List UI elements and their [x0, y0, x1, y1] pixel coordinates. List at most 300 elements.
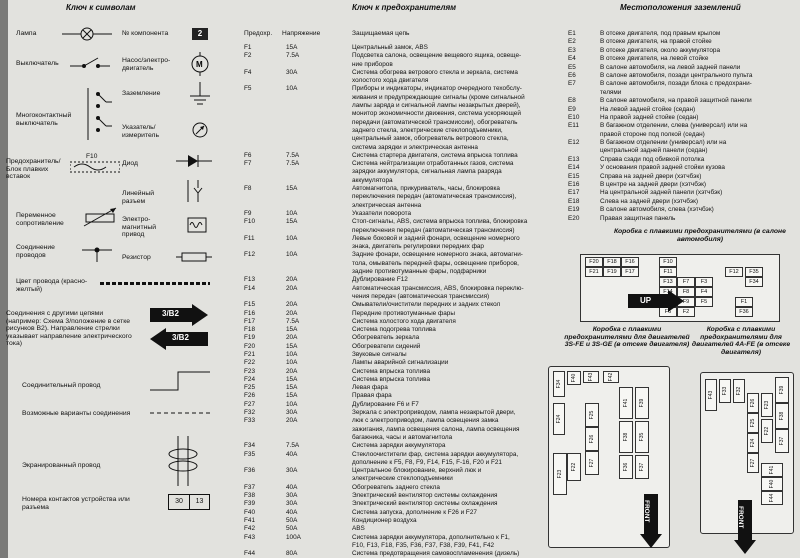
cabin-fuse-cell: F20 — [585, 257, 603, 267]
fuse-amperage — [286, 293, 326, 301]
fuse-circuit: Омыватели/очистители передних и задних стекол — [352, 301, 501, 309]
cabin-fuse-cell: F19 — [603, 267, 621, 277]
fuse-circuit: центральный замок, обогреватель ветрового стекла, — [352, 135, 509, 143]
ground-id: E20 — [568, 214, 580, 222]
fuse-circuit: заднего стекла, электрические стеклоподъемники, — [352, 126, 503, 134]
fuse-id: F39 — [244, 500, 256, 508]
engine1-fuse-cell — [553, 453, 567, 495]
fuse-id: F10 — [244, 218, 256, 226]
cabin-fuse-cell: F1 — [735, 297, 753, 307]
fuse-amperage — [286, 135, 326, 143]
fuse-amperage: 50A — [286, 516, 298, 524]
pin-numbers-label: Номера контактов устройства или разъема — [22, 496, 130, 511]
fuse-amperage: 10A — [286, 234, 298, 242]
ground-id: E17 — [568, 189, 580, 197]
fuse-circuit: Приборы и индикаторы, индикатор очередного техобслу- — [352, 85, 522, 93]
fuse-id — [244, 227, 280, 235]
fuse-id: F20 — [244, 342, 256, 350]
fuse-circuit: Дублирование F12 — [352, 276, 408, 284]
ground-location: Правая защитная панель — [600, 214, 676, 222]
fuse-amperage — [286, 542, 326, 550]
fuse-amperage: 15A — [286, 384, 298, 392]
shielded-wire-icon — [166, 436, 202, 486]
cabin-fuse-cell: F5 — [695, 297, 713, 307]
diode-icon — [176, 152, 212, 170]
fuse-amperage: 40A — [286, 508, 298, 516]
fuse-amperage — [286, 61, 326, 69]
fuse-id: F14 — [244, 284, 256, 292]
fuse-circuit: Электрический вентилятор системы охлаждения — [352, 492, 498, 500]
fuse-circuit: Система зарядки аккумулятора, дополнительно к F1, — [352, 533, 510, 541]
circuit-link-label: Соединения с другими цепями (например: Схема 3/положение в сетке рисунков В2). Направление стрелки указывает направление электрического тока) — [6, 310, 132, 348]
fuse-amperage: 30A — [286, 500, 298, 508]
ground-id: E2 — [568, 38, 576, 46]
fuse-circuit: зажигания, лампа освещения салона, лампа освещения — [352, 425, 520, 433]
fuse-cell-label: F43 — [588, 372, 594, 382]
engine1-fuse-cell — [567, 453, 581, 481]
fuse-cell-label: F27 — [750, 458, 756, 468]
fuse-id: F11 — [244, 234, 255, 242]
ground-location: телями — [600, 88, 622, 96]
fuse-id: F13 — [244, 276, 256, 284]
component-number-badge: 2 — [192, 28, 208, 40]
component-number-label: № компонента — [122, 30, 169, 37]
fuse-amperage: 20A — [286, 417, 298, 425]
fuse-amperage: 30A — [286, 409, 298, 417]
solenoid-icon — [182, 214, 212, 236]
fuse-amperage — [286, 193, 326, 201]
cabin-fuse-cell: F12 — [725, 267, 743, 277]
ground-location: В отсеке двигателя, под правым крылом — [600, 30, 721, 37]
fuse-circuit: Передние противотуманные фары — [352, 309, 455, 317]
fuse-id: F7 — [244, 160, 252, 168]
cabin-fuse-cell: F2 — [677, 307, 695, 317]
fuse-amperage — [286, 177, 326, 185]
ground-icon — [188, 82, 212, 108]
col-fuse-header: Предохр. — [244, 30, 273, 37]
col-circuit-header: Защищаемая цепь — [352, 30, 410, 37]
fuse-circuit: Дублирование F6 и F7 — [352, 400, 419, 408]
variable-resistor-icon — [82, 206, 118, 228]
ground-id: E18 — [568, 197, 580, 205]
fuse-amperage: 30A — [286, 467, 298, 475]
pump-label: Насос/электро-двигатель — [122, 57, 171, 72]
engine1-fuse-cell — [553, 371, 565, 397]
ground-id: E11 — [568, 122, 579, 130]
fuse-id: F40 — [244, 508, 256, 516]
engine1-fuse-cell — [619, 421, 633, 453]
up-label: UP — [640, 296, 652, 305]
cabin-fuse-cell: F17 — [621, 267, 639, 277]
fuse-id: F25 — [244, 384, 256, 392]
ground-location: В отсеке двигателя, около аккумулятора — [600, 46, 721, 54]
fuse-circuit: Указатели поворота — [352, 209, 412, 217]
ground-location: На правой задней стойке (седан) — [600, 113, 699, 121]
engine2-fuse-cell — [775, 403, 789, 429]
fuse-id: F33 — [244, 417, 256, 425]
ground-id: E7 — [568, 80, 576, 88]
engine1-fuse-cell — [567, 371, 581, 385]
fuse-amperage: 80A — [286, 550, 298, 558]
grounds-header: Местоположения заземлений — [620, 3, 741, 12]
fuse-circuit: живания и предупреждающие сигналы (кроме сигнальной — [352, 93, 525, 101]
cabin-fuse-cell: F18 — [603, 257, 621, 267]
fuse-circuit: тола, омыватель передней фары, освещение приборов, — [352, 259, 519, 267]
fuse-id: F16 — [244, 309, 256, 317]
fuse-id-column — [244, 44, 280, 558]
cabin-fuse-cell: F8 — [677, 287, 695, 297]
fuse-id: F8 — [244, 185, 252, 193]
ground-id: E13 — [568, 155, 580, 163]
fuse-circuit: Стеклоочистители фар, система зарядки аккумулятора, — [352, 450, 519, 458]
cabin-fuse-cell: F4 — [695, 287, 713, 297]
lamp-icon — [62, 26, 112, 42]
possible-connections-icon — [150, 404, 210, 422]
fuse-circuit: Левая фара — [352, 384, 388, 392]
fuse-circuit: ние приборов — [352, 60, 393, 68]
arrow-label-out: 3/B2 — [162, 309, 179, 318]
fuse-amperage: 15A — [286, 392, 298, 400]
fuse-cell-label: F44 — [769, 493, 775, 503]
fuse-cell-label: F36 — [623, 462, 629, 472]
front-label-2: FRONT — [737, 506, 744, 529]
fuse-circuit: знака, двигатель регулировки передних фар — [352, 243, 484, 251]
fuse-id — [244, 102, 280, 110]
cabin-fuse-cell: F3 — [695, 277, 713, 287]
lamp-label: Лампа — [16, 30, 37, 37]
ground-location: правой стороне под полкой (седан) — [600, 130, 705, 138]
fuse-circuit: Система запуска, дополнение к F26 и F27 — [352, 508, 477, 516]
fuse-id — [244, 177, 280, 185]
fuse-cell-label: F41 — [769, 465, 775, 475]
fuse-cell-label: F37 — [779, 436, 785, 446]
fuse-cell-label: F27 — [589, 458, 595, 468]
ground-id — [568, 89, 594, 97]
fuse-circuit: холостого хода двигателя — [352, 77, 429, 85]
engine2-fuse-cell — [747, 393, 759, 413]
fuse-circuit: Обогреватель заднего стекла — [352, 483, 440, 491]
fuse-circuit: Подсветка салона, освещение вещевого ящика, освеще- — [352, 52, 522, 60]
fuse-circuit: аккумулятора — [352, 176, 393, 184]
fuse-amperage: 7.5A — [286, 52, 300, 60]
fuse-amperage: 7.5A — [286, 160, 300, 168]
fuses-header: Ключ к предохранителям — [352, 3, 457, 12]
fuse-circuit: лампы заряда и сигнальной лампы незакрытых дверей), — [352, 102, 521, 110]
fuse-id: F9 — [244, 209, 252, 217]
wire-joint-icon — [82, 238, 112, 262]
fuse-cell-label: F25 — [750, 418, 756, 428]
engine1-fuse-cell — [635, 455, 649, 479]
variable-resistor-label: Переменное сопротивление — [16, 212, 64, 227]
fuse-amperage — [286, 434, 326, 442]
fuse-circuit: Система впрыска топлива — [352, 367, 431, 375]
ground-id — [568, 131, 594, 139]
fuse-amperage: 7.5A — [286, 442, 300, 450]
fuse-id: F1 — [244, 44, 252, 51]
fuse-cell-label: F39 — [779, 385, 785, 395]
fuse-cell-label: F37 — [639, 462, 645, 472]
fuse-id — [244, 542, 280, 550]
engine2-fuse-cell — [761, 463, 783, 477]
fuse-id: F27 — [244, 400, 256, 408]
connecting-wire-icon — [150, 368, 210, 396]
fuse-id: F38 — [244, 492, 256, 500]
fuse-circuit: Лампы аварийной сигнализации — [352, 359, 449, 367]
engine-fusebox-2-title: Коробка с плавкими предохранителями для двигателей 4A-FE (в отсеке двигателя) — [691, 326, 791, 356]
cabin-fuse-cell: F14 — [659, 287, 677, 297]
ground-location: В багажном отделении, слева (универсал) или на — [600, 122, 748, 130]
fuse-amperage: 20A — [286, 309, 298, 317]
fuse-circuit: переключения передач (автоматическая трансмиссия) — [352, 226, 515, 234]
fuse-circuit: Правая фара — [352, 392, 392, 400]
fuse-amperage — [286, 168, 326, 176]
pin-a: 30 — [169, 495, 190, 509]
ground-location: В салоне автомобиля, слева (хэтчбэк) — [600, 206, 714, 214]
engine1-fuse-cell — [585, 403, 599, 427]
resistor-label: Резистор — [122, 254, 151, 261]
fuse-cell-label: F39 — [639, 398, 645, 408]
fuse-amperage: 30A — [286, 68, 298, 76]
ground-id: E10 — [568, 113, 580, 121]
shielded-wire-label: Экранированный провод — [22, 462, 101, 469]
fuse-circuit: F10, F13, F18, F35, F36, F37, F38, F39, F41, F42 — [352, 541, 495, 549]
wire-joint-label: Соединение проводов — [16, 244, 55, 259]
engine2-fuse-cell — [761, 477, 783, 491]
engine1-fuse-cell — [553, 403, 565, 435]
fuse-circuit: электрическая антенна — [352, 201, 422, 209]
fuse-cell-label: F24 — [556, 414, 562, 424]
fuse-amperage — [286, 77, 326, 85]
fuse-id: F19 — [244, 334, 256, 342]
ground-id: E5 — [568, 63, 576, 71]
fuse-amperage: 10A — [286, 359, 298, 367]
fuse-id: F41 — [244, 516, 256, 524]
fuse-circuit: Система предотвращения самовоспламенения (дизель) — [352, 550, 520, 558]
fuse-amperage: 7.5A — [286, 151, 300, 159]
cabin-fuse-cell: F9 — [677, 297, 695, 307]
fuse-circuit: Автоматическая трансмиссия, ABS, блокировка переклю- — [352, 284, 524, 292]
fuse-cell-label: F33 — [722, 386, 728, 396]
fuse-id — [244, 193, 280, 201]
ground-label: Заземление — [122, 90, 161, 97]
fuse-id: F21 — [244, 350, 256, 358]
ground-location: В салоне автомобиля, позади блока с предохрани- — [600, 80, 752, 88]
cabin-fuse-cell: F10 — [659, 257, 677, 267]
ground-id: E9 — [568, 105, 576, 113]
fuse-id: F34 — [244, 442, 256, 450]
cabin-fuse-cell: F11 — [659, 267, 677, 277]
gauge-label: Указатель/ измеритель — [122, 124, 160, 139]
fuse-cell-label: F40 — [571, 373, 577, 383]
diode-label: Диод — [122, 160, 138, 167]
fuse-amperage: 20A — [286, 367, 298, 375]
engine2-fuse-cell — [761, 419, 773, 443]
fuse-circuit: передачи (автоматической трансмиссии), обогреватель — [352, 118, 518, 126]
resistor-icon — [176, 250, 212, 264]
fuse-id: F23 — [244, 367, 256, 375]
fuse-id — [244, 119, 280, 127]
fuse-label: F10 — [86, 153, 98, 160]
fuse-id — [244, 144, 280, 152]
front-label-1: FRONT — [643, 500, 650, 523]
fuse-id: F24 — [244, 375, 256, 383]
ground-id: E8 — [568, 97, 576, 105]
ground-location: Слева на задней двери (хэтчбэк) — [600, 197, 699, 205]
fuse-cell-label: F40 — [769, 479, 775, 489]
fuse-id: F22 — [244, 359, 256, 367]
fuse-amperage: 7.5A — [286, 317, 300, 325]
fuse-circuit: Система холостого хода двигателя — [352, 317, 456, 325]
engine1-fuse-cell — [585, 451, 599, 475]
cabin-fuse-cell: F21 — [585, 267, 603, 277]
fuse-circuit: чения передач (автоматическая трансмиссия) — [352, 292, 490, 300]
fuse-circuit: ABS — [352, 525, 365, 533]
engine1-fuse-cell — [619, 455, 633, 479]
fuse-circuit: Система стартера двигателя, система впрыска топлива — [352, 151, 518, 159]
fuse-circuit: электрические стеклоподъемники — [352, 475, 453, 483]
fuse-amperage — [286, 243, 326, 251]
ground-location: В салоне автомобиля, позади центрального пульта — [600, 71, 753, 79]
fuse-cell-label: F26 — [750, 398, 756, 408]
fuse-cell-label: F43 — [708, 390, 714, 400]
fuse-circuit: Левые боковой и задний фонари, освещение номерного — [352, 234, 520, 242]
ground-id: E4 — [568, 55, 576, 63]
ground-id-column — [568, 30, 594, 223]
fuse-circuit: Центральное блокирование, верхний люк и — [352, 467, 482, 475]
fuse-amperage: 15A — [286, 326, 298, 334]
fuse-amperage — [286, 102, 326, 110]
fuse-circuit: Звуковые сигналы — [352, 350, 407, 358]
ground-location: В отсеке двигателя, на правой стойке — [600, 38, 712, 46]
fuse-circuit: монитор экономичности движения, система ускоряющей — [352, 110, 521, 118]
fuse-id: F12 — [244, 251, 256, 259]
fuse-amperage — [286, 268, 326, 276]
fuse-amperage: 40A — [286, 450, 298, 458]
fuse-id: F44 — [244, 550, 256, 558]
fuse-amperage — [286, 260, 326, 268]
engine1-fuse-cell — [635, 387, 649, 419]
ground-id — [568, 147, 594, 155]
fuse-id — [244, 293, 280, 301]
fuse-id: F37 — [244, 483, 256, 491]
fuse-circuit: задние противотуманные фары, подфарники — [352, 268, 487, 276]
fuse-amperage — [286, 475, 326, 483]
ground-id: E19 — [568, 206, 580, 214]
fuse-circuit: Зеркала с электроприводом, лампа незакрытой двери, — [352, 409, 516, 417]
fuse-amperage: 20A — [286, 276, 298, 284]
up-arrow — [628, 290, 684, 312]
ground-text-column — [600, 30, 796, 223]
fuse-id: F42 — [244, 525, 256, 533]
fuse-cell-label: F26 — [589, 434, 595, 444]
fuse-cell-label: F23 — [557, 469, 563, 479]
gauge-icon — [190, 118, 210, 142]
engine2-fuse-cell — [775, 429, 789, 453]
fuse-circuit: Автомагнитола, прикуриватель, часы, блокировка — [352, 185, 500, 193]
fuse-cell-label: F42 — [608, 372, 614, 382]
ground-id: E3 — [568, 46, 576, 54]
cabin-fuse-cell: F36 — [735, 307, 753, 317]
ground-location: На центральной задней панели (хэтчбэк) — [600, 189, 723, 197]
fuse-amperage: 20A — [286, 301, 298, 309]
arrow-label-in: 3/B2 — [172, 333, 189, 342]
fuse-id: F35 — [244, 450, 256, 458]
page-edge — [0, 0, 8, 558]
fuse-amperage — [286, 459, 326, 467]
fuse-amp-column — [286, 44, 326, 558]
circuit-arrows — [150, 304, 210, 352]
ground-location: В салоне автомобиля, на правой защитной панели — [600, 97, 752, 105]
switch-icon — [70, 52, 110, 72]
engine2-fuse-cell — [761, 393, 773, 417]
engine2-fuse-cell — [747, 433, 759, 453]
cabin-fuse-cell: F34 — [745, 277, 763, 287]
fuse-id: F6 — [244, 151, 252, 159]
fuse-circuit: Система обогрева ветрового стекла и зеркала, система — [352, 68, 518, 76]
fuse-id — [244, 127, 280, 135]
ground-id: E16 — [568, 181, 580, 189]
fuse-id — [244, 268, 280, 276]
pin-b: 13 — [195, 498, 204, 505]
engine2-fuse-cell — [761, 491, 783, 505]
fuse-circuit: Система подогрева топлива — [352, 326, 436, 334]
fuse-id: F15 — [244, 301, 256, 309]
fuse-id — [244, 260, 280, 268]
fuse-circuit: Электрический вентилятор системы охлаждения — [352, 500, 498, 508]
cabin-fuse-cell: F16 — [621, 257, 639, 267]
engine2-fuse-cell — [719, 379, 731, 403]
fuse-id: F2 — [244, 52, 252, 60]
motor-icon — [190, 52, 210, 76]
fuse-id: F32 — [244, 409, 256, 417]
fuse-id — [244, 243, 280, 251]
fuse-amperage: 15A — [286, 375, 298, 383]
fuse-cell-label: F32 — [736, 386, 742, 396]
fuse-circuit: Центральный замок, ABS — [352, 44, 428, 51]
svg-text:M: M — [196, 60, 203, 69]
fuse-amperage — [286, 144, 326, 152]
ground-location: В багажном отделении (универсал) или на — [600, 139, 727, 147]
fuse-amperage: 15A — [286, 342, 298, 350]
engine1-fuse-cell — [635, 421, 649, 453]
fuse-amperage — [286, 426, 326, 434]
ground-location: У основания правой задней стойки кузова — [600, 164, 725, 172]
col-voltage-header: Напряжение — [282, 30, 321, 37]
cabin-fuse-cell: F35 — [745, 267, 763, 277]
fuse-amperage — [286, 202, 326, 210]
fuse-circuit: дополнение к F5, F8, F9, F14, F15, F-16, F20 и F21 — [352, 458, 502, 466]
fuse-id — [244, 459, 280, 467]
engine1-fuse-cell — [583, 371, 599, 383]
fuse-circuit: Стоп-сигналы, ABS, система впрыска топлива, блокировка — [352, 218, 528, 226]
fuse-cell-label: F22 — [764, 426, 770, 436]
fuse-cell-label: F34 — [556, 379, 562, 389]
engine2-fuse-cell — [747, 413, 759, 433]
pin-numbers-box — [168, 494, 210, 510]
fuse-id: F4 — [244, 68, 252, 76]
ground-location: На левой задней стойке (седан) — [600, 105, 696, 113]
fuse-amperage: 20A — [286, 284, 298, 292]
engine2-fuse-cell — [775, 377, 789, 403]
fuse-amperage: 100A — [286, 533, 301, 541]
engine2-fuse-cell — [747, 453, 759, 473]
fuse-amperage — [286, 119, 326, 127]
fuse-circuit: система зарядки и электрическая антенна — [352, 143, 478, 151]
fuse-cell-label: F23 — [764, 400, 770, 410]
ground-location: центральной задней панели (седан) — [600, 147, 708, 155]
fuse-cell-label: F22 — [571, 462, 577, 472]
cabin-fuse-cell: F7 — [677, 277, 695, 287]
